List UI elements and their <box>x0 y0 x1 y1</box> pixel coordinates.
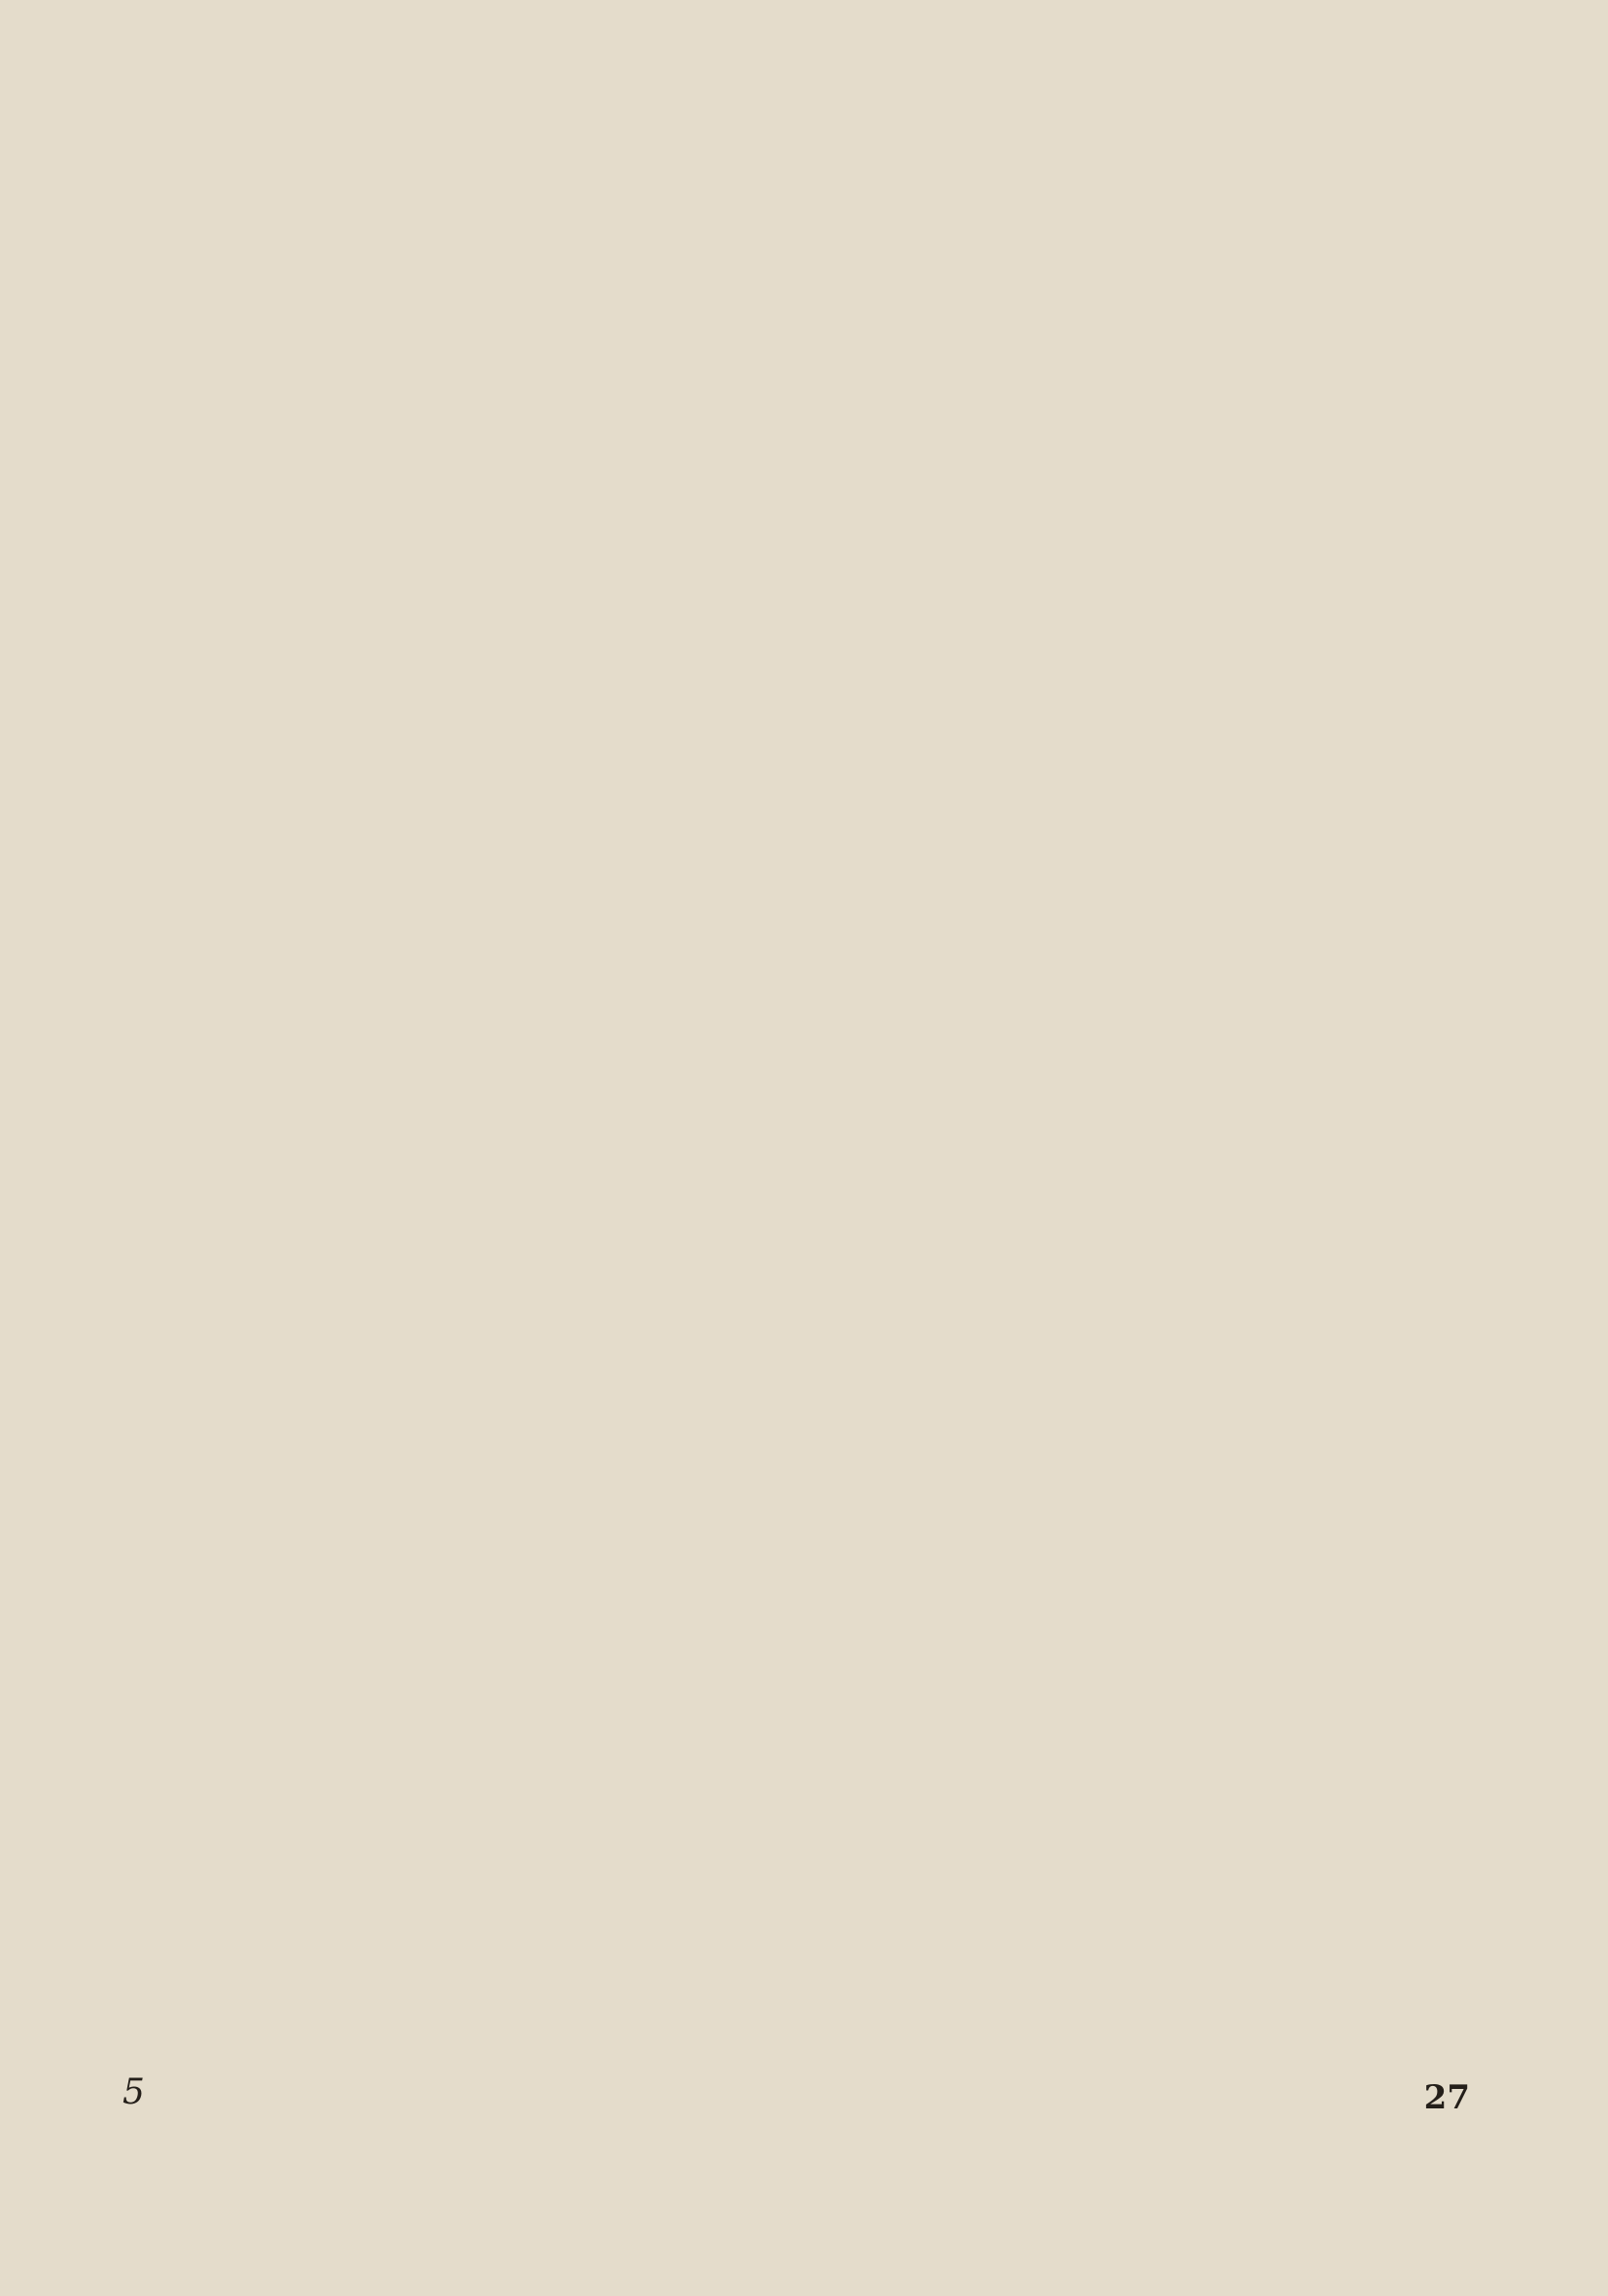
paragraph <box>122 222 1470 259</box>
paragraph <box>122 280 1470 317</box>
body-text <box>122 105 1470 455</box>
paragraph <box>122 163 1470 200</box>
page-number: 27 <box>1423 2078 1470 2117</box>
paragraph <box>122 338 1470 375</box>
paragraph <box>122 105 1470 142</box>
paragraph <box>122 397 1470 434</box>
signature-mark: 5 <box>122 2072 145 2112</box>
